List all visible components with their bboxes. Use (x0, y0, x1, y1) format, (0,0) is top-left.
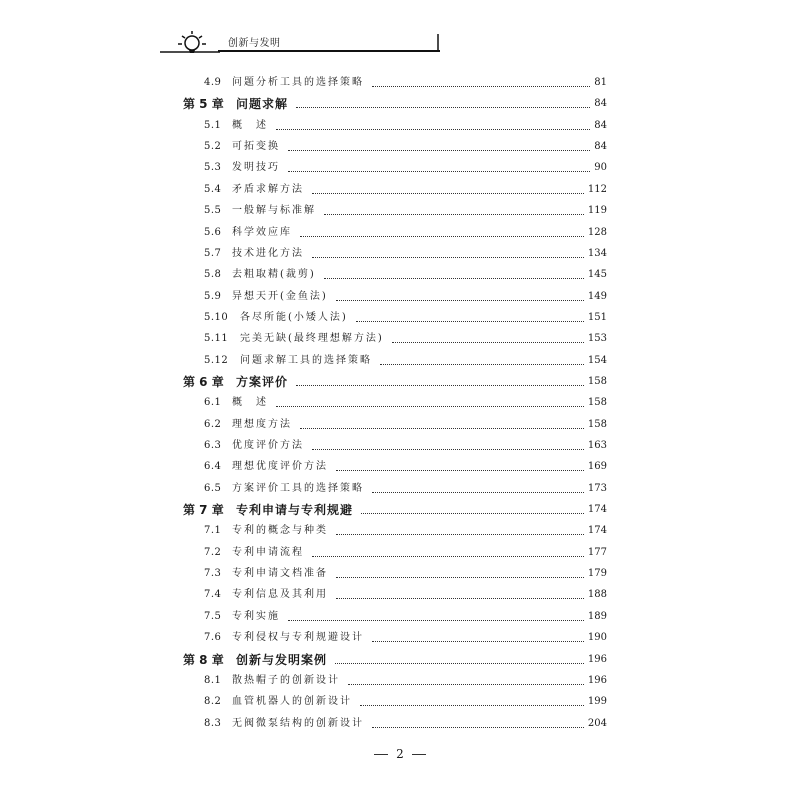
toc-entry-title: 问题求解 (236, 97, 289, 112)
toc-chapter-row (0, 372, 800, 392)
toc-dot-leader (336, 577, 584, 578)
toc-entry-number: 5.4 (204, 183, 222, 195)
toc-entry-title: 方案评价 (236, 374, 289, 389)
toc-dot-leader (335, 663, 584, 664)
toc-entry-page: 145 (587, 269, 607, 281)
toc-entry-title: 一般解与标准解 (232, 205, 316, 217)
toc-section-row (0, 564, 800, 584)
toc-entry-title: 专利实施 (232, 610, 280, 622)
toc-dot-leader (288, 620, 584, 621)
toc-entry-page: 119 (587, 205, 607, 217)
toc-dot-leader (312, 556, 584, 557)
footer-dash-left (374, 754, 388, 755)
toc-section-row (0, 265, 800, 285)
toc-entry-number: 第 7 章 (183, 503, 224, 517)
toc-entry-title: 科学效应库 (232, 226, 292, 238)
toc-dot-leader (296, 107, 590, 108)
toc-entry-number: 第 8 章 (183, 652, 224, 667)
toc-dot-leader (372, 86, 590, 87)
toc-entry-title: 概 述 (232, 119, 268, 131)
toc-entry-title: 专利信息及其利用 (232, 589, 328, 601)
toc-entry-title: 去粗取精(裁剪) (232, 269, 316, 281)
toc-section-row (0, 479, 800, 499)
toc-entry-page: 158 (587, 375, 607, 387)
toc-entry-number: 5.12 (204, 354, 229, 366)
toc-entry-title: 专利侵权与专利规避设计 (232, 632, 364, 644)
toc-entry-page: 174 (587, 525, 607, 537)
toc-dot-leader (276, 406, 584, 407)
header-title: 创新与发明 (228, 38, 281, 49)
toc-section-row (0, 351, 800, 371)
toc-entry-page: 134 (587, 247, 607, 259)
toc-dot-leader (336, 534, 584, 535)
toc-entry-number: 6.4 (204, 461, 222, 473)
toc-entry-page: 158 (587, 397, 607, 409)
toc-dot-leader (336, 598, 584, 599)
toc-entry-number: 5.8 (204, 269, 222, 281)
toc-entry-title: 无阀微泵结构的创新设计 (232, 717, 364, 729)
footer-dash-right (412, 754, 426, 755)
toc-section-row (0, 287, 800, 307)
toc-chapter-row (0, 500, 800, 520)
toc-entry-number: 5.3 (204, 162, 222, 174)
toc-entry-number: 7.6 (204, 632, 222, 644)
toc-section-row (0, 671, 800, 691)
toc-section-row (0, 223, 800, 243)
toc-dot-leader (288, 150, 590, 151)
toc-entry-page: 177 (587, 546, 607, 558)
toc-entry-title: 专利的概念与种类 (232, 525, 328, 537)
toc-entry-number: 7.2 (204, 546, 222, 558)
toc-dot-leader (288, 171, 590, 172)
toc-entry-title: 可拓变换 (232, 141, 280, 153)
page-number: 2 (396, 747, 404, 761)
toc-dot-leader (312, 257, 584, 258)
toc-entry-number: 5.1 (204, 119, 222, 131)
toc-entry-page: 149 (587, 290, 607, 302)
toc-entry-number: 7.3 (204, 568, 222, 579)
toc-entry-number: 6.2 (204, 418, 222, 430)
toc-section-row (0, 415, 800, 435)
toc-entry-number: 7.5 (204, 610, 222, 622)
toc-entry-page: 81 (594, 77, 607, 88)
toc-section-row (0, 137, 800, 157)
toc-entry-number: 7.4 (204, 589, 222, 601)
toc-entry-number: 8.2 (204, 696, 222, 708)
toc-entry-number: 第 5 章 (183, 97, 224, 112)
toc-dot-leader (312, 449, 584, 450)
toc-entry-page: 84 (594, 98, 607, 110)
toc-entry-title: 散热帽子的创新设计 (232, 674, 340, 686)
toc-entry-page: 163 (587, 440, 607, 451)
toc-section-row (0, 180, 800, 200)
toc-dot-leader (300, 236, 584, 237)
toc-entry-page: 179 (587, 568, 607, 579)
toc-entry-number: 8.3 (204, 717, 222, 729)
toc-entry-number: 5.5 (204, 205, 222, 217)
toc-entry-number: 8.1 (204, 674, 222, 686)
toc-section-row (0, 201, 800, 221)
toc-section-row (0, 543, 800, 563)
toc-entry-page: 153 (587, 333, 607, 345)
toc-entry-page: 188 (587, 589, 607, 601)
toc-section-row (0, 158, 800, 178)
toc-entry-number: 5.10 (204, 311, 229, 323)
toc-section-row (0, 457, 800, 477)
toc-entry-title: 发明技巧 (232, 162, 280, 174)
toc-entry-title: 专利申请与专利规避 (236, 503, 354, 517)
toc-entry-number: 5.2 (204, 141, 222, 153)
toc-entry-title: 概 述 (232, 397, 268, 409)
toc-entry-title: 优度评价方法 (232, 440, 304, 451)
toc-dot-leader (336, 300, 584, 301)
toc-section-row (0, 116, 800, 136)
toc-entry-number: 5.9 (204, 290, 222, 302)
toc-section-row (0, 628, 800, 648)
toc-entry-number: 第 6 章 (183, 374, 224, 389)
toc-dot-leader (300, 428, 584, 429)
toc-chapter-row (0, 650, 800, 670)
toc-dot-leader (276, 129, 590, 130)
toc-section-row (0, 73, 800, 93)
toc-section-row (0, 329, 800, 349)
toc-entry-title: 技术进化方法 (232, 247, 304, 259)
toc-entry-title: 异想天开(金鱼法) (232, 290, 328, 302)
toc-entry-page: 158 (587, 418, 607, 430)
toc-entry-page: 189 (587, 610, 607, 622)
toc-entry-title: 专利申请流程 (232, 546, 304, 558)
toc-section-row (0, 393, 800, 413)
toc-section-row (0, 692, 800, 712)
toc-entry-title: 理想优度评价方法 (232, 461, 328, 473)
toc-chapter-row (0, 94, 800, 114)
toc-entry-title: 问题分析工具的选择策略 (232, 77, 364, 88)
toc-section-row (0, 714, 800, 734)
toc-entry-number: 7.1 (204, 525, 222, 537)
toc-dot-leader (296, 385, 584, 386)
toc-entry-page: 90 (594, 162, 607, 174)
toc-entry-number: 6.1 (204, 397, 222, 409)
toc-entry-title: 方案评价工具的选择策略 (232, 482, 364, 494)
toc-dot-leader (361, 513, 584, 514)
toc-entry-page: 204 (587, 717, 607, 729)
page-footer (0, 744, 800, 764)
toc-entry-page: 154 (587, 354, 607, 366)
toc-entry-page: 112 (587, 183, 607, 195)
toc-entry-page: 151 (587, 311, 607, 323)
toc-entry-title: 问题求解工具的选择策略 (240, 354, 372, 366)
toc-section-row (0, 607, 800, 627)
toc-entry-page: 84 (594, 119, 607, 131)
toc-entry-title: 创新与发明案例 (236, 652, 328, 667)
toc-entry-title: 矛盾求解方法 (232, 183, 304, 195)
toc-entry-page: 199 (587, 696, 607, 708)
toc-dot-leader (372, 641, 584, 642)
toc-entry-number: 5.7 (204, 247, 222, 259)
toc-entry-page: 174 (587, 504, 607, 515)
toc-entry-page: 190 (587, 632, 607, 644)
toc-entry-number: 5.6 (204, 226, 222, 238)
toc-entry-page: 128 (587, 226, 607, 238)
toc-entry-number: 6.5 (204, 482, 222, 494)
toc-dot-leader (336, 470, 584, 471)
toc-section-row (0, 585, 800, 605)
toc-entry-page: 84 (594, 141, 607, 153)
toc-dot-leader (324, 214, 584, 215)
toc-entry-page: 169 (587, 461, 607, 473)
toc-dot-leader (392, 342, 584, 343)
toc-dot-leader (348, 684, 584, 685)
toc-dot-leader (380, 364, 584, 365)
toc-dot-leader (312, 193, 584, 194)
toc-section-row (0, 521, 800, 541)
toc-entry-title: 专利申请文档准备 (232, 568, 328, 579)
toc-entry-page: 196 (587, 653, 607, 665)
toc-dot-leader (324, 278, 584, 279)
toc-dot-leader (360, 705, 584, 706)
toc-section-row (0, 244, 800, 264)
toc-entry-title: 血管机器人的创新设计 (232, 696, 352, 708)
toc-entry-title: 理想度方法 (232, 418, 292, 430)
toc-dot-leader (372, 492, 584, 493)
toc-entry-title: 完美无缺(最终理想解方法) (240, 333, 384, 345)
toc-entry-number: 5.11 (204, 333, 229, 345)
toc-entry-number: 6.3 (204, 440, 222, 451)
toc-entry-page: 196 (587, 674, 607, 686)
toc-entry-page: 173 (587, 482, 607, 494)
toc-dot-leader (356, 321, 584, 322)
toc-entry-title: 各尽所能(小矮人法) (240, 311, 348, 323)
toc-entry-number: 4.9 (204, 77, 222, 88)
toc-section-row (0, 308, 800, 328)
toc-dot-leader (372, 727, 584, 728)
toc-section-row (0, 436, 800, 456)
